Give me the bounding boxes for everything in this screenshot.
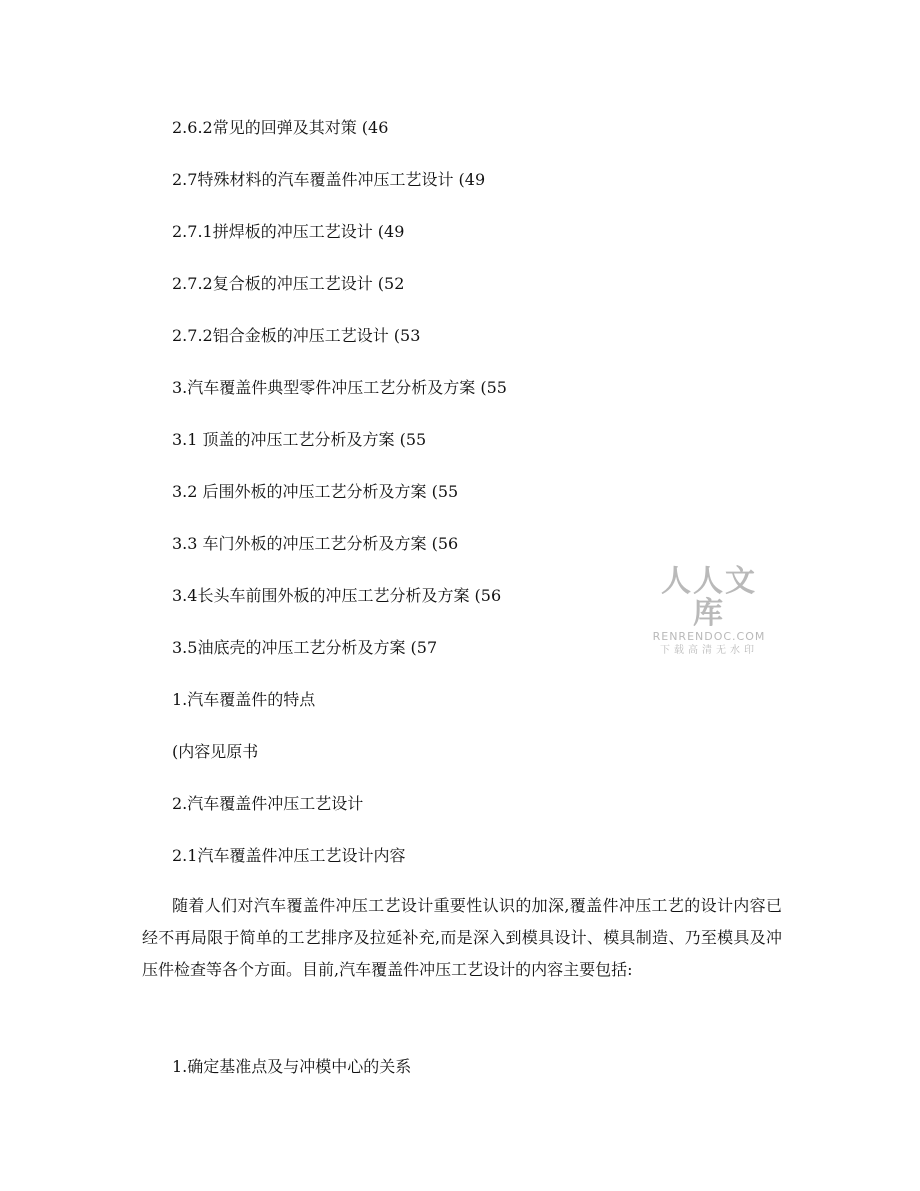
list-item-1: 1.确定基准点及与冲模中心的关系: [172, 1057, 412, 1076]
toc-line-2-7-2b: 2.7.2铝合金板的冲压工艺设计 (53: [172, 326, 421, 345]
heading-2: 2.汽车覆盖件冲压工艺设计: [172, 794, 364, 813]
toc-line-3: 3.汽车覆盖件典型零件冲压工艺分析及方案 (55: [172, 378, 507, 397]
toc-line-3-4: 3.4长头车前围外板的冲压工艺分析及方案 (56: [172, 586, 502, 605]
toc-line-3-2: 3.2 后围外板的冲压工艺分析及方案 (55: [172, 482, 459, 501]
toc-line-2-7-2a: 2.7.2复合板的冲压工艺设计 (52: [172, 274, 405, 293]
toc-line-3-3: 3.3 车门外板的冲压工艺分析及方案 (56: [172, 534, 459, 553]
toc-line-3-5: 3.5油底壳的冲压工艺分析及方案 (57: [172, 638, 438, 657]
toc-line-2-6-2: 2.6.2常见的回弹及其对策 (46: [172, 118, 389, 137]
body-paragraph: 随着人们对汽车覆盖件冲压工艺设计重要性认识的加深,覆盖件冲压工艺的设计内容已经不再局限于简单的工艺排序及拉延补充,而是深入到模具设计、模具制造、乃至模具及冲压件检查等各个方面。目前,汽车覆盖件冲压工艺设计的内容主要包括:: [142, 896, 782, 979]
heading-1: 1.汽车覆盖件的特点: [172, 690, 316, 709]
toc-line-2-7-1: 2.7.1拼焊板的冲压工艺设计 (49: [172, 222, 405, 241]
heading-2-1: 2.1汽车覆盖件冲压工艺设计内容: [172, 846, 406, 865]
watermark-logo: 人人文库: [661, 564, 757, 631]
watermark: [646, 566, 772, 658]
toc-line-2-7: 2.7特殊材料的汽车覆盖件冲压工艺设计 (49: [172, 170, 486, 189]
watermark-subtitle: 下载高清无水印: [660, 645, 758, 656]
toc-line-3-1: 3.1 顶盖的冲压工艺分析及方案 (55: [172, 430, 427, 449]
watermark-domain: RENRENDOC.COM: [652, 630, 766, 643]
content-note: (内容见原书: [172, 742, 259, 761]
